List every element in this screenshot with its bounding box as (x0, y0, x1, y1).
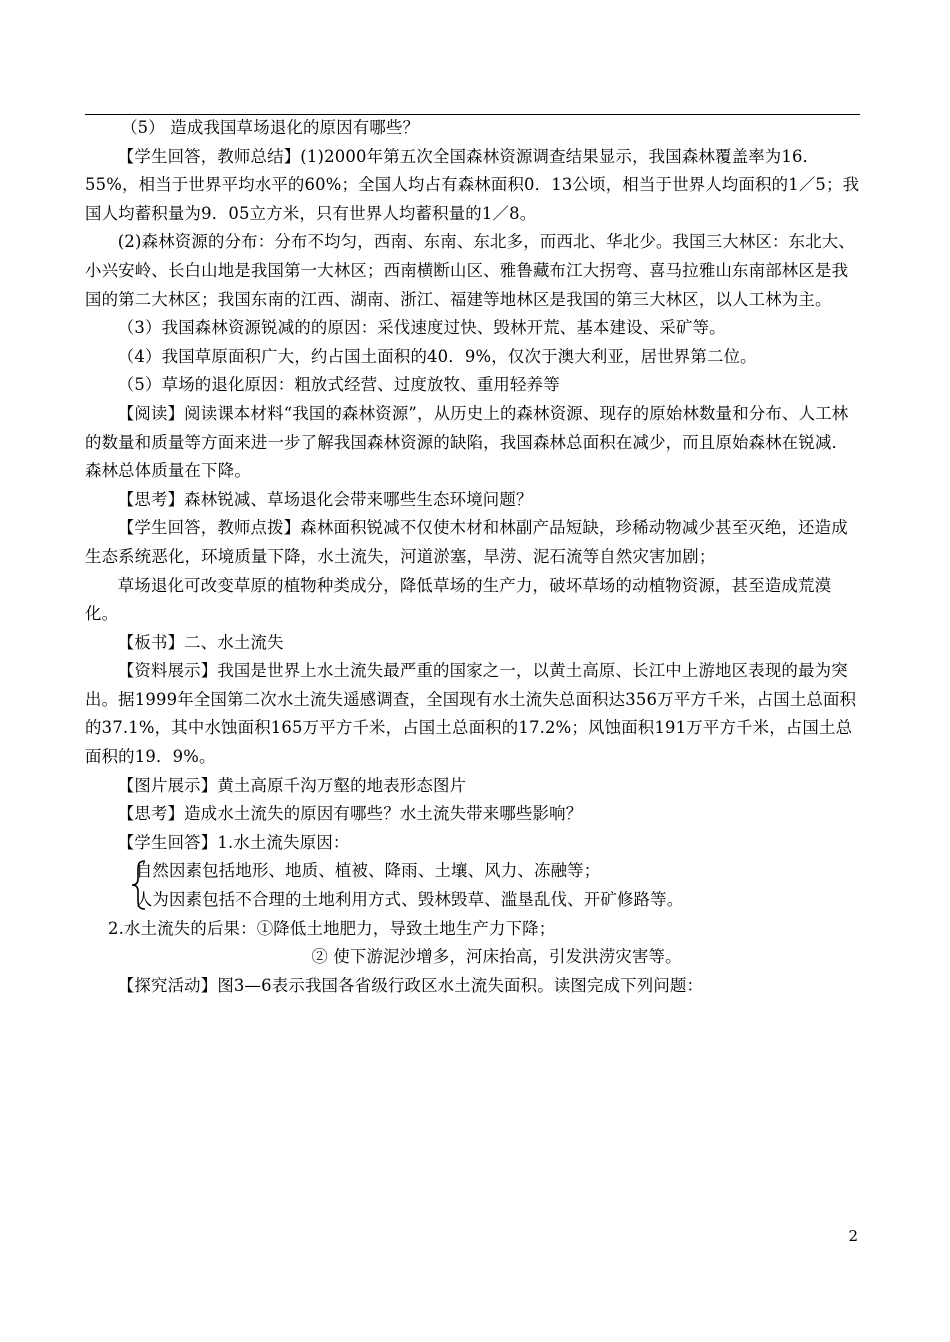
paragraph-think-1: 【思考】森林锐减、草场退化会带来哪些生态环境问题？ (117, 489, 533, 509)
document-body (85, 114, 860, 1000)
paragraph-picture-show: 【图片展示】黄土高原千沟万壑的地表形态图片 (117, 775, 467, 795)
paragraph-data-show: 【资料展示】我国是世界上水土流失最严重的国家之一，以黄土高原、长江中上游地区表现的最为突出。据1999年全国第二次水土流失遥感调查，全国现有水土流失总面积达356万平方千米，占国土总面积的37.1%，其中水蚀面积165万平方千米，占国土总面积的17.2%；风蚀面积191万平方千米，占国土总面积的19．9%。 (85, 661, 857, 767)
paragraph-forest-distribution: (2)森林资源的分布：分布不均匀，西南、东南、东北多，而西北、华北少。我国三大林区：东北大、小兴安岭、长白山地是我国第一大林区；西南横断山区、雅鲁藏布江大拐弯、喜马拉雅山东南部林区是我国的第二大林区；我国东南的江西、湖南、浙江、福建等地林区是我国的第三大林区，以人工林为主。 (85, 232, 856, 309)
natural-causes-line: 自然因素包括地形、地质、植被、降雨、土壤、风力、冻融等； (135, 861, 601, 881)
page-number: 2 (848, 1227, 858, 1245)
human-causes-line: 人为因素包括不合理的土地利用方式、毁林毁草、滥垦乱伐、开矿修路等。 (135, 890, 684, 910)
left-brace-icon (129, 859, 149, 911)
paragraph-reading: 【阅读】阅读课本材料“我国的森林资源”，从历史上的森林资源、现存的原始林数量和分布、人工林的数量和质量等方面来进一步了解我国森林资源的缺陷，我国森林总面积在减少，而且原始森林在锐减．森林总体质量在下降。 (85, 403, 849, 481)
paragraph-forest-decline-causes: （3）我国森林资源锐减的的原因：采伐速度过快、毁林开荒、基本建设、采矿等。 (117, 318, 726, 338)
paragraph-grassland-area: （4）我国草原面积广大，约占国土面积的40．9%，仅次于澳大利亚，居世界第二位。 (117, 346, 757, 366)
consequences-line-2: ② 使下游泥沙增多，河床抬高，引发洪涝灾害等。 (311, 947, 682, 967)
paragraph-grassland-degradation: （5）草场的退化原因：粗放式经营、过度放牧、重用轻养等 (117, 375, 560, 395)
paragraph-student-answer: 【学生回答】1.水土流失原因： (117, 832, 350, 852)
paragraph-question-5: （5） 造成我国草场退化的原因有哪些？ (121, 118, 420, 137)
paragraph-board-title: 【板书】二、水土流失 (117, 632, 284, 652)
paragraph-forest-stats: 【学生回答，教师总结】(1)2000年第五次全国森林资源调查结果显示，我国森林覆盖率为16．55%，相当于世界平均水平的60%；全国人均占有森林面积0．13公顷，相当于世界人均面积的1／5；我国人均蓄积量为9．05立方米，只有世界人均蓄积量的1／8。 (85, 146, 860, 223)
causes-brace-group (85, 857, 860, 914)
paragraph-think-2: 【思考】造成水土流失的原因有哪些？水土流失带来哪些影响？ (117, 804, 583, 824)
consequences-line-1: 2.水土流失的后果：①降低土地肥力，导致土地生产力下降； (107, 918, 556, 938)
paragraph-answer-forest: 【学生回答，教师点拨】森林面积锐减不仅使木材和林副产品短缺，珍稀动物减少甚至灭绝，还造成生态系统恶化，环境质量下降，水土流失，河道淤塞，旱涝、泥石流等自然灾害加剧； (85, 518, 848, 566)
paragraph-answer-grassland: 草场退化可改变草原的植物种类成分，降低草场的生产力，破坏草场的动植物资源，甚至造成荒漠化。 (85, 575, 832, 624)
paragraph-inquiry: 【探究活动】图3—6表示我国各省级行政区水土流失面积。读图完成下列问题： (117, 975, 704, 995)
